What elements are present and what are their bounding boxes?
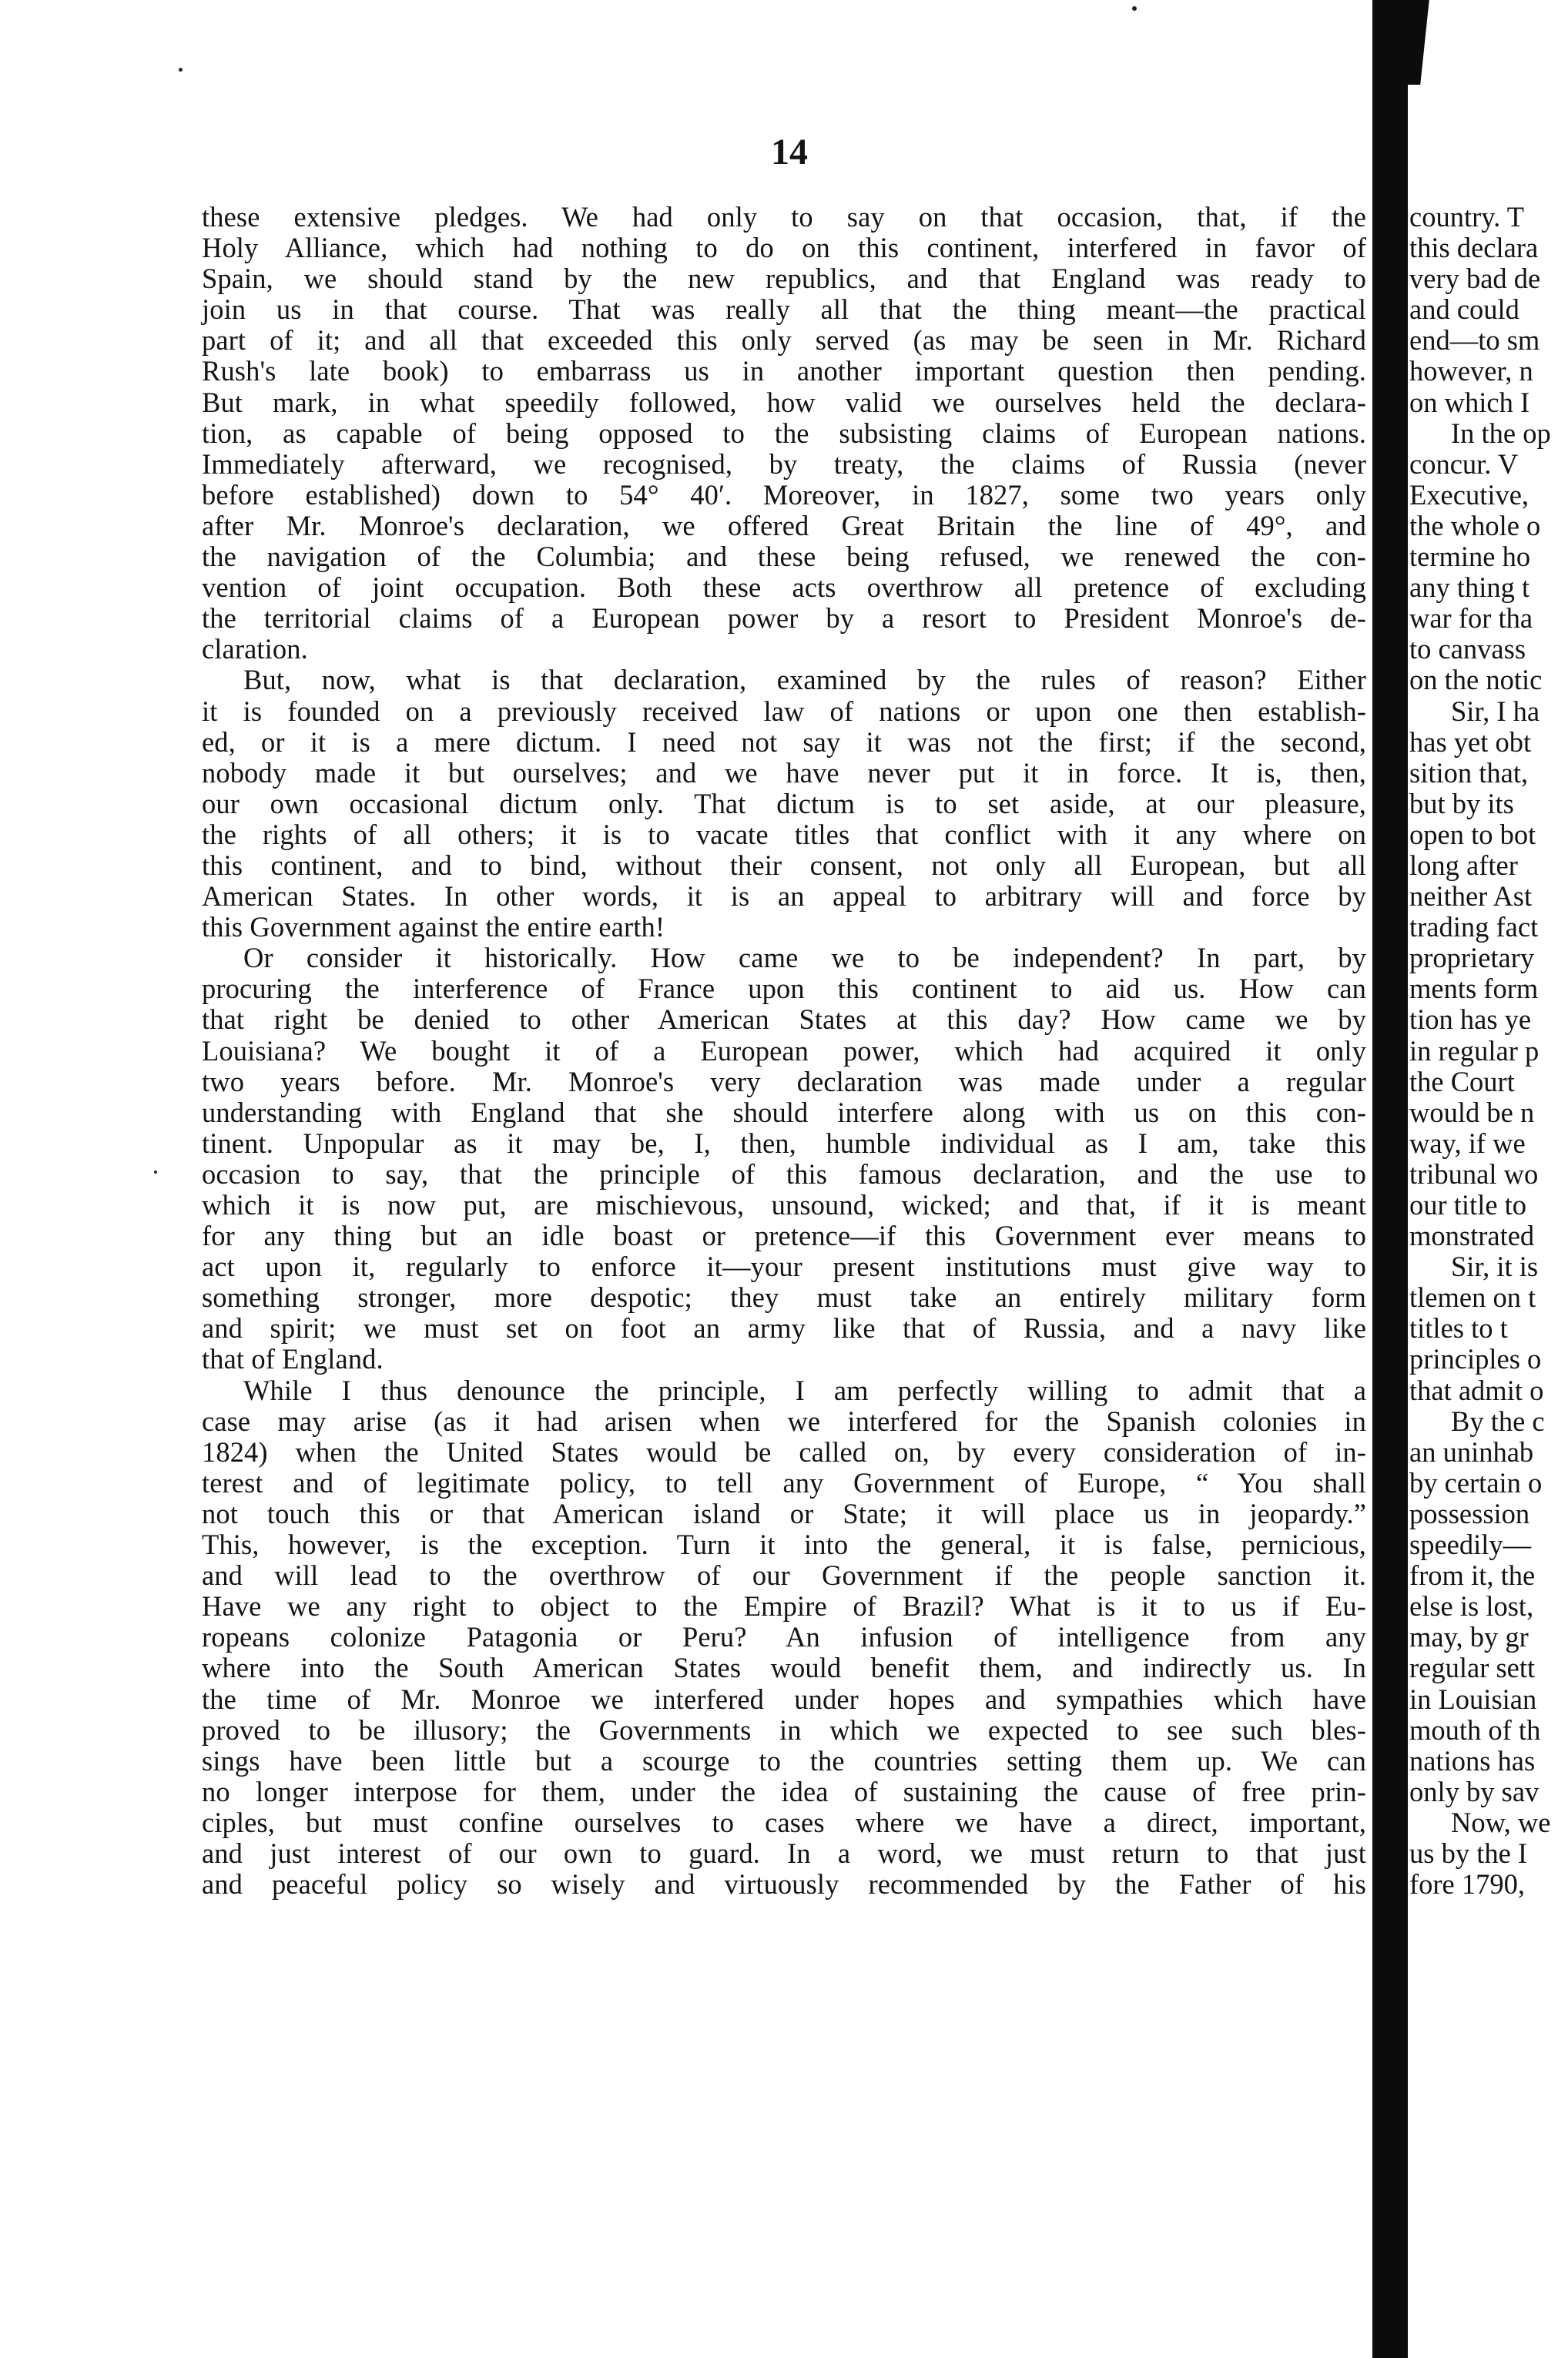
text-line: nations has [1409, 1744, 1536, 1777]
text-line: act upon it, regularly to enforce it—your present institutions must give way to [202, 1251, 1366, 1283]
text-line: and peaceful policy so wisely and virtuously recommended by the Father of his [202, 1868, 1366, 1901]
page-number: 14 [771, 132, 808, 172]
text-line: Or consider it historically. How came we to be independent? In part, by [243, 942, 1366, 974]
text-line: principles o [1409, 1343, 1542, 1375]
text-line: sition that, [1409, 756, 1529, 789]
text-line: something stronger, more despotic; they must take an entirely military form [202, 1281, 1366, 1314]
text-line: by certain o [1409, 1466, 1543, 1499]
text-line: this declara [1409, 232, 1539, 264]
text-line: mouth of th [1409, 1713, 1541, 1746]
text-line: the territorial claims of a European power by a resort to President Monroe's de- [202, 602, 1366, 635]
text-line: terest and of legitimate policy, to tell any Government of Europe, “ You shall [202, 1466, 1366, 1499]
text-line: join us in that course. That was really all that the thing meant—the practical [202, 293, 1366, 326]
text-line: it is founded on a previously received law of nations or upon one then establish- [202, 695, 1366, 727]
text-line: would be n [1409, 1096, 1535, 1128]
text-line: In the op [1451, 417, 1551, 449]
text-line: an uninhab [1409, 1435, 1534, 1468]
text-line: titles to t [1409, 1312, 1508, 1345]
text-line: way, if we [1409, 1127, 1526, 1159]
text-line: open to bot [1409, 818, 1536, 850]
text-line: the whole o [1409, 509, 1541, 541]
text-line: before established) down to 54° 40′. Moreover, in 1827, some two years only [202, 478, 1366, 511]
text-line: Executive, [1409, 478, 1529, 511]
text-line: ciples, but must confine ourselves to cases where we have a direct, important, [202, 1806, 1366, 1838]
text-line: speedily— [1409, 1529, 1532, 1561]
text-line: By the c [1451, 1405, 1545, 1437]
text-line: and just interest of our own to guard. In a word, we must return to that just [202, 1837, 1366, 1869]
text-line: vention of joint occupation. Both these acts overthrow all pretence of excluding [202, 571, 1366, 604]
text-line: monstrated [1409, 1220, 1535, 1252]
text-line: Spain, we should stand by the new republics, and that England was ready to [202, 263, 1366, 295]
text-line: neither Ast [1409, 880, 1533, 913]
text-line: this continent, and to bind, without their consent, not only all European, but all [202, 849, 1366, 881]
text-line: the Court [1409, 1065, 1515, 1097]
text-line: American States. In other words, it is an appeal to arbitrary will and force by [202, 880, 1366, 913]
text-line: case may arise (as it had arisen when we interfered for the Spanish colonies in [202, 1405, 1366, 1437]
text-line: Sir, I ha [1451, 695, 1540, 727]
text-line: but by its [1409, 787, 1514, 819]
text-line: part of it; and all that exceeded this only served (as may be seen in Mr. Richard [202, 324, 1366, 357]
text-line: 1824) when the United States would be called on, by every consideration of in- [202, 1435, 1366, 1468]
text-line: occasion to say, that the principle of this famous declaration, and the use to [202, 1157, 1366, 1190]
text-line: our title to [1409, 1189, 1527, 1221]
text-line: This, however, is the exception. Turn it into the general, it is false, pernicious, [202, 1529, 1366, 1561]
text-line: proprietary [1409, 942, 1535, 974]
text-line: But mark, in what speedily followed, how valid we ourselves held the declara- [202, 386, 1366, 418]
text-line: two years before. Mr. Monroe's very declaration was made under a regular [202, 1065, 1366, 1097]
text-line: tion, as capable of being opposed to the subsisting claims of European nations. [202, 417, 1366, 449]
text-line: in Louisian [1409, 1683, 1537, 1715]
text-line: trading fact [1409, 911, 1539, 943]
text-line: termine ho [1409, 541, 1531, 573]
text-line: that admit o [1409, 1374, 1544, 1406]
text-line: after Mr. Monroe's declaration, we offered Great Britain the line of 49°, and [202, 509, 1366, 541]
text-line: Louisiana? We bought it of a European power, which had acquired it only [202, 1034, 1366, 1067]
text-line: Holy Alliance, which had nothing to do on this continent, interfered in favor of [202, 232, 1366, 264]
text-line: tion has ye [1409, 1003, 1532, 1036]
text-line: Rush's late book) to embarrass us in another important question then pending. [202, 355, 1366, 387]
text-line: no longer interpose for them, under the idea of sustaining the cause of free prin- [202, 1775, 1366, 1807]
text-line: fore 1790, [1409, 1868, 1526, 1901]
text-line: this Government against the entire earth! [202, 911, 665, 943]
text-line: long after [1409, 849, 1518, 881]
text-line: not touch this or that American island or State; it will place us in jeopardy.” [202, 1497, 1366, 1529]
text-line: in regular p [1409, 1034, 1540, 1067]
text-line: country. T [1409, 202, 1525, 233]
text-line: Now, we [1451, 1806, 1551, 1838]
page-gutter-shadow [1372, 0, 1408, 2358]
text-line: ed, or it is a mere dictum. I need not say it was not the first; if the second, [202, 725, 1366, 758]
text-line: procuring the interference of France upon this continent to aid us. How can [202, 973, 1366, 1005]
text-line: proved to be illusory; the Governments in which we expected to see such bles- [202, 1713, 1366, 1746]
text-line: concur. V [1409, 447, 1519, 480]
text-line: and will lead to the overthrow of our Government if the people sanction it. [202, 1559, 1366, 1592]
text-line: to canvass [1409, 633, 1526, 665]
text-line: But, now, what is that declaration, examined by the rules of reason? Either [243, 664, 1366, 696]
text-line: may, by gr [1409, 1621, 1529, 1653]
text-line: regular sett [1409, 1652, 1536, 1684]
text-line: Sir, it is [1451, 1251, 1539, 1283]
text-line: else is lost, [1409, 1590, 1534, 1623]
text-line: sings have been little but a scourge to the countries setting them up. We can [202, 1744, 1366, 1777]
text-line: and could [1409, 293, 1519, 326]
text-line: Immediately afterward, we recognised, by treaty, the claims of Russia (never [202, 447, 1366, 480]
text-line: from it, the [1409, 1559, 1536, 1592]
text-line: where into the South American States would benefit them, and indirectly us. In [202, 1652, 1366, 1684]
text-line: ropeans colonize Patagonia or Peru? An infusion of intelligence from any [202, 1621, 1366, 1653]
text-line: us by the I [1409, 1837, 1528, 1869]
text-line: on which I [1409, 386, 1530, 418]
print-speck [179, 68, 183, 72]
text-line: that right be denied to other American States at this day? How came we by [202, 1003, 1366, 1036]
text-line: and spirit; we must set on foot an army like that of Russia, and a navy like [202, 1312, 1366, 1345]
text-line: understanding with England that she should interfere along with us on this con- [202, 1096, 1366, 1128]
text-line: the rights of all others; it is to vacate titles that conflict with it any where on [202, 818, 1366, 850]
text-line: very bad de [1409, 263, 1541, 295]
text-line: tinent. Unpopular as it may be, I, then, humble individual as I am, take this [202, 1127, 1366, 1159]
text-line: claration. [202, 633, 308, 665]
text-line: on the notic [1409, 664, 1543, 696]
text-line: the navigation of the Columbia; and these being refused, we renewed the con- [202, 541, 1366, 573]
text-line: the time of Mr. Monroe we interfered under hopes and sympathies which have [202, 1683, 1366, 1715]
print-speck [154, 1171, 157, 1174]
text-line: ments form [1409, 973, 1539, 1005]
main-text-column [202, 202, 1366, 1900]
text-line: war for tha [1409, 602, 1533, 635]
text-line: for any thing but an idle boast or pretence—if this Government ever means to [202, 1220, 1366, 1252]
text-line: however, n [1409, 355, 1533, 387]
text-line: Have we any right to object to the Empire of Brazil? What is it to us if Eu- [202, 1590, 1366, 1623]
text-line: nobody made it but ourselves; and we have never put it in force. It is, then, [202, 756, 1366, 789]
text-line: only by sav [1409, 1775, 1540, 1807]
text-line: our own occasional dictum only. That dictum is to set aside, at our pleasure, [202, 787, 1366, 819]
text-line: tlemen on t [1409, 1281, 1536, 1314]
text-line: possession [1409, 1497, 1530, 1529]
text-line: end—to sm [1409, 324, 1540, 357]
text-line: While I thus denounce the principle, I am perfectly willing to admit that a [243, 1374, 1366, 1406]
text-line: any thing t [1409, 571, 1530, 604]
text-line: these extensive pledges. We had only to say on that occasion, that, if the [202, 201, 1366, 233]
text-line: which it is now put, are mischievous, unsound, wicked; and that, if it is meant [202, 1189, 1366, 1221]
text-line: tribunal wo [1409, 1157, 1539, 1190]
text-line: has yet obt [1409, 725, 1532, 758]
print-speck [1132, 6, 1137, 11]
adjacent-page-text-column [1409, 202, 1568, 1900]
text-line: that of England. [202, 1343, 384, 1375]
